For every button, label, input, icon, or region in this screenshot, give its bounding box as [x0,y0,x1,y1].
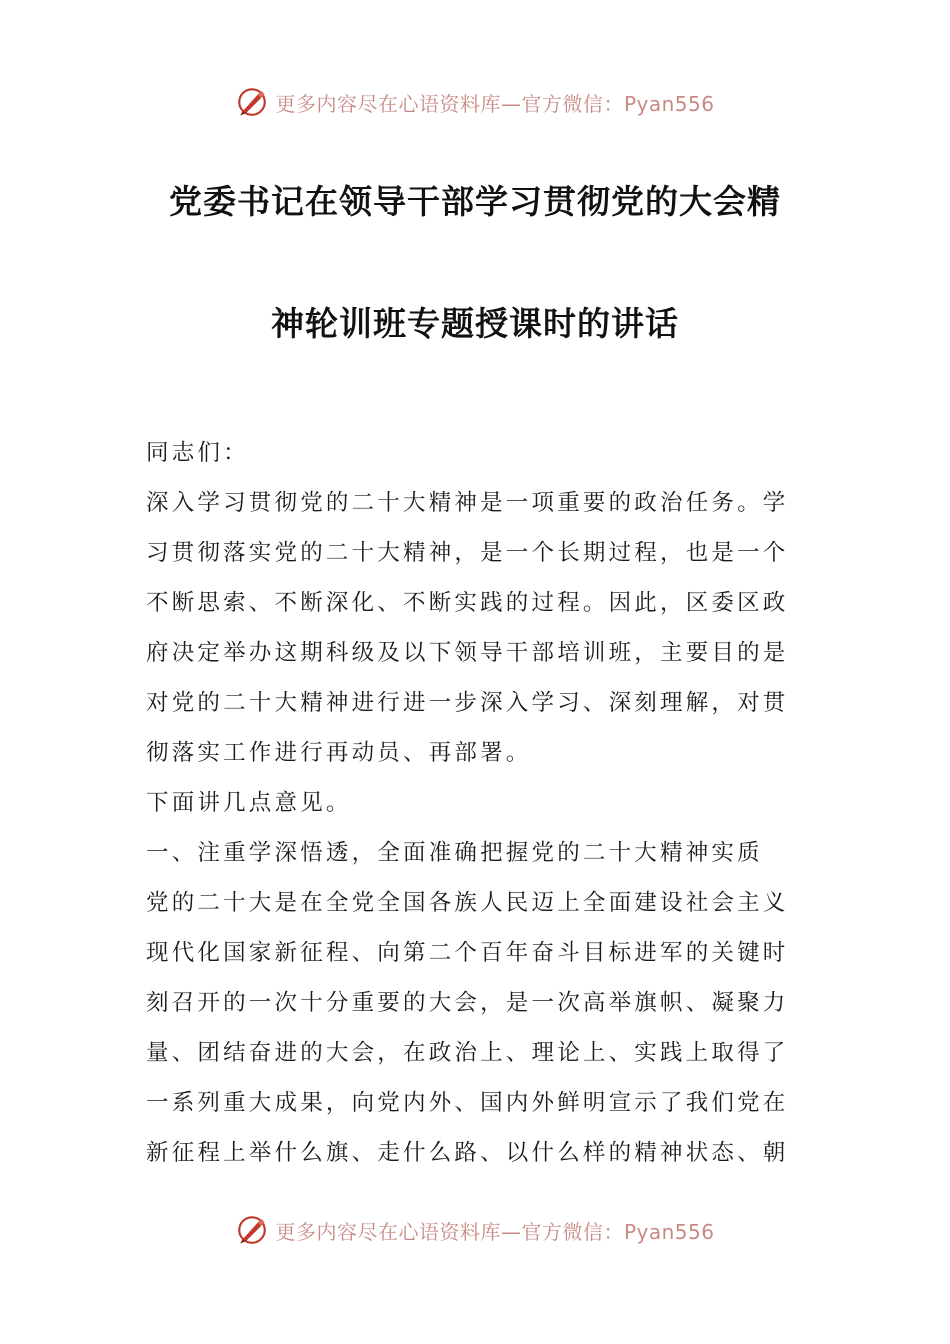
footer-banner-text: 更多内容尽在心语资料库—官方微信：Pyan556 [275,1219,715,1244]
pen-logo-icon [235,85,269,119]
body-line: 府决定举办这期科级及以下领导干部培训班，主要目的是 [146,640,789,666]
body-line: 深入学习贯彻党的二十大精神是一项重要的政治任务。学 [146,490,789,516]
footer-banner [0,1210,950,1250]
document-title-line-2: 神轮训班专题授课时的讲话 [271,304,679,343]
body-line: 对党的二十大精神进行进一步深入学习、深刻理解，对贯 [146,690,789,716]
body-line: 量、团结奋进的大会，在政治上、理论上、实践上取得了 [146,1040,789,1066]
body-line: 新征程上举什么旗、走什么路、以什么样的精神状态、朝 [146,1140,789,1166]
body-line: 不断思索、不断深化、不断实践的过程。因此，区委区政 [146,590,789,616]
body-line: 同志们： [146,440,249,466]
body-line: 党的二十大是在全党全国各族人民迈上全面建设社会主义 [146,890,789,916]
header-banner-text: 更多内容尽在心语资料库—官方微信：Pyan556 [275,91,715,116]
body-line: 现代化国家新征程、向第二个百年奋斗目标进军的关键时 [146,940,789,966]
body-line: 彻落实工作进行再动员、再部署。 [146,740,532,766]
document-body [146,428,810,1178]
body-line: 下面讲几点意见。 [146,790,352,816]
section-heading: 一、注重学深悟透，全面准确把握党的二十大精神实质 [146,840,763,866]
pen-logo-icon [235,1213,269,1247]
body-line: 一系列重大成果，向党内外、国内外鲜明宣示了我们党在 [146,1090,789,1116]
body-line: 习贯彻落实党的二十大精神，是一个长期过程，也是一个 [146,540,789,566]
document-title-line-1: 党委书记在领导干部学习贯彻党的大会精 [169,182,781,221]
header-banner [0,82,950,122]
body-line: 刻召开的一次十分重要的大会，是一次高举旗帜、凝聚力 [146,990,789,1016]
